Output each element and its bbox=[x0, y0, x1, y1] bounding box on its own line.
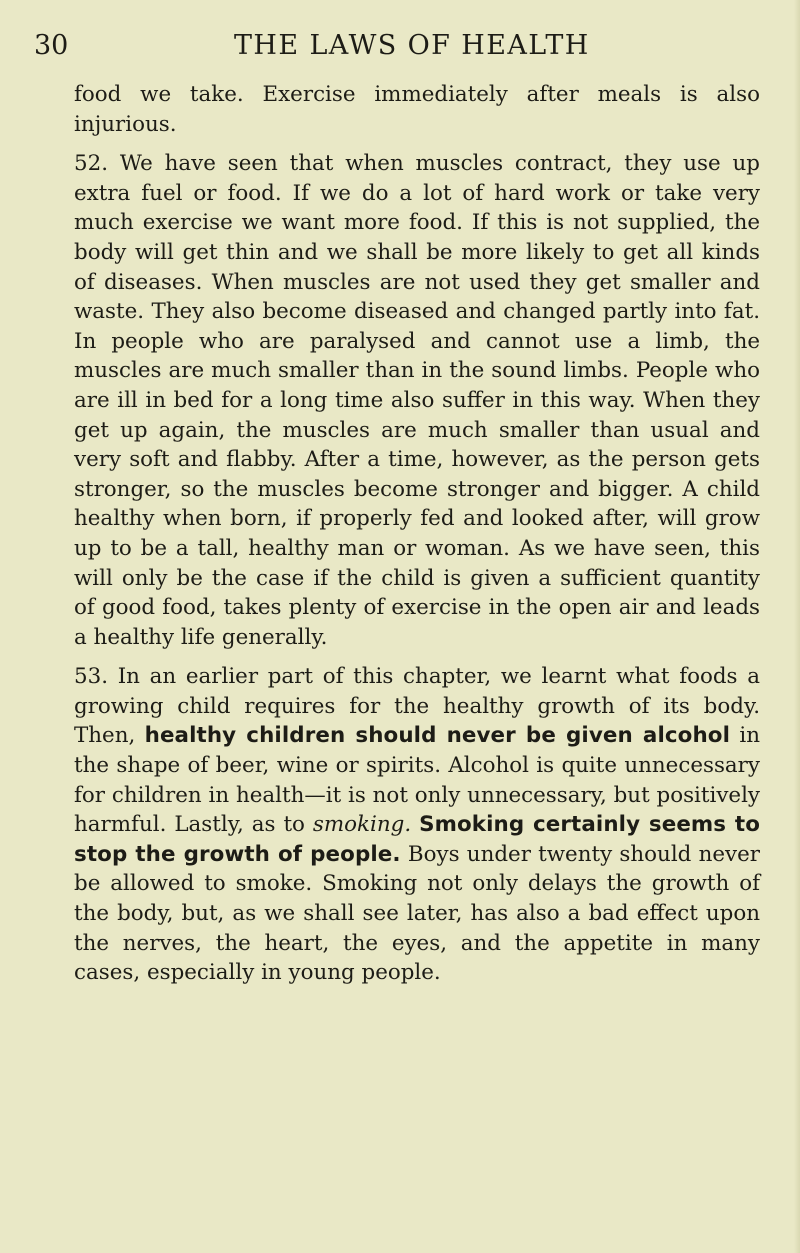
page-edge-shadow bbox=[794, 0, 800, 1253]
paragraph-53-number: 53. bbox=[74, 664, 109, 690]
paragraph-continued-text: food we take. Exercise immediately after meals is also injurious. bbox=[74, 82, 760, 137]
paragraph-53-text-part2: in the shape of beer, wine or spirits. Alcohol is quite unnecessary for children in health—it is not only unnecessary, but positively harmful. Lastly, as to bbox=[74, 723, 760, 838]
paragraph-53-text-part3: Boys under twenty should never be allowed to smoke. Smoking not only delays the growth of the body, but, as we shall see later, has also a bad effect upon the nerves, the heart, the eyes, and the appetite in many cases, especially in young people. bbox=[74, 841, 760, 986]
paragraph-52 bbox=[74, 149, 760, 652]
page-header bbox=[34, 32, 754, 72]
page-number: 30 bbox=[34, 30, 69, 61]
paragraph-53-emphasis-smoking: Smoking certainly seems to stop the growth of people. bbox=[74, 812, 760, 867]
paragraph-53-text-part1: In an earlier part of this chapter, we learnt what foods a growing child requires for the healthy growth of its body. Then, bbox=[74, 664, 760, 749]
running-head: THE LAWS OF HEALTH bbox=[234, 30, 590, 61]
paragraph-53-italic-smoking: smoking. bbox=[312, 812, 412, 838]
paragraph-52-text: We have seen that when muscles contract, they use up extra fuel or food. If we do a lot of hard work or take very much exercise we want more food. If this is not supplied, the body will get thin and we shall be more likely to get all kinds of diseases. When muscles are not used they get smaller and waste. They also become diseased and changed partly into fat. In people who are paralysed and cannot use a limb, the muscles are much smaller than in the sound limbs. People who are ill in bed for a long time also suffer in this way. When they get up again, the muscles are much smaller than usual and very soft and flabby. After a time, however, as the person gets stronger, so the muscles become stronger and bigger. A child healthy when born, if properly fed and looked after, will grow up to be a tall, healthy man or woman. As we have seen, this will only be the case if the child is given a sufficient quantity of good food, takes plenty of exercise in the open air and leads a healthy life generally. bbox=[74, 151, 760, 650]
paragraph-52-number: 52. bbox=[74, 151, 109, 177]
paragraph-53-emphasis-alcohol: healthy children should never be given alcohol bbox=[144, 723, 731, 749]
body-text bbox=[74, 80, 760, 988]
paragraph-53 bbox=[74, 662, 760, 988]
paragraph-continued bbox=[74, 80, 760, 139]
